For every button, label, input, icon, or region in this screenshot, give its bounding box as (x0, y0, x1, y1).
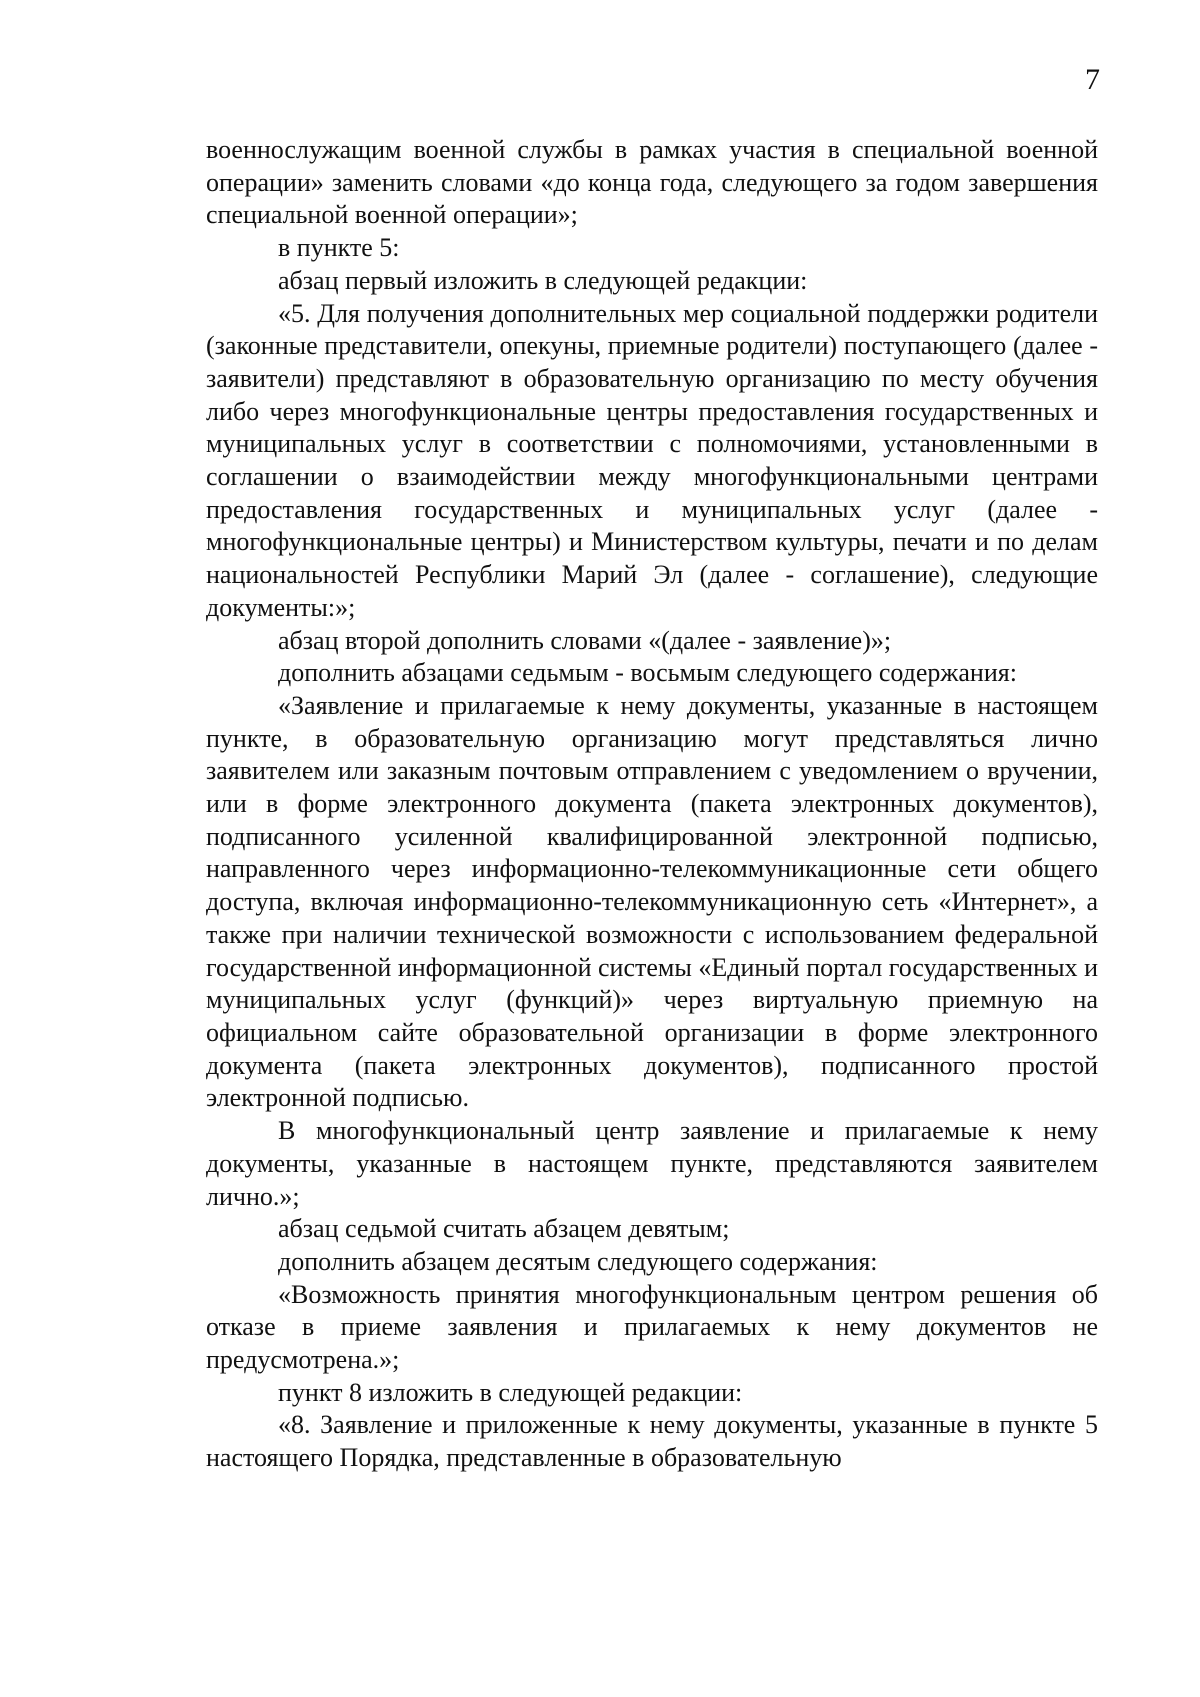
paragraph-continuation: военнослужащим военной службы в рамках участия в специальной военной операции» заменить словами «до конца года, следующего за годом завершения специальной военной операции»; (206, 135, 1098, 230)
paragraph-first-abzac-instruction: абзац первый изложить в следующей редакции: (278, 265, 808, 295)
paragraph-mfc-submission: В многофункциональный центр заявление и прилагаемые к нему документы, указанные в настоящем пункте, представляются заявителем лично.»; (206, 1116, 1098, 1211)
paragraph-add-abzacs-instruction: дополнить абзацами седьмым - восьмым следующего содержания: (278, 658, 1017, 688)
paragraph-second-abzac-instruction: абзац второй дополнить словами «(далее - заявление)»; (278, 625, 892, 655)
paragraph-refusal-text: «Возможность принятия многофункциональным центром решения об отказе в приеме заявления и прилагаемых к нему документов не предусмотрена.»; (206, 1279, 1098, 1375)
paragraph-item-8-text: «8. Заявление и приложенные к нему документы, указанные в пункте 5 настоящего Порядка, представленные в образовательную (206, 1410, 1098, 1473)
page-number: 7 (1085, 63, 1100, 96)
paragraph-add-tenth-abzac-instruction: дополнить абзацем десятым следующего содержания: (278, 1246, 878, 1276)
paragraph-item-5-heading: в пункте 5: (278, 233, 400, 263)
paragraph-application-submission: «Заявление и прилагаемые к нему документы, указанные в настоящем пункте, в образовательную организацию могут представляться лично заявителем или заказным почтовым отправлением с уведомлением о вручении, или в форме электронного документа (пакета электронных документов), подписанного усиленной квалифицированной электронной подписью, направленного через информационно-телекоммуникационные сети общего доступа, включая информационно-телекоммуникационную сеть «Интернет», а также при наличии технической возможности с использованием федеральной государственной информационной системы «Единый портал государственных и муниципальных услуг (функций)» через виртуальную приемную на официальном сайте образовательной организации в форме электронного документа (пакета электронных документов), подписанного простой электронной подписью. (206, 690, 1098, 1113)
body-text (206, 134, 1098, 1475)
paragraph-item-8-instruction: пункт 8 изложить в следующей редакции: (278, 1377, 743, 1407)
paragraph-item-5-text: «5. Для получения дополнительных мер социальной поддержки родители (законные представители, опекуны, приемные родители) поступающего (далее - заявители) представляют в образовательную организацию по месту обучения либо через многофункциональные центры предоставления государственных и муниципальных услуг в соответствии с полномочиями, установленными в соглашении о взаимодействии между многофункциональными центрами предоставления государственных и муниципальных услуг (далее - многофункциональные центры) и Министерством культуры, печати и по делам национальностей Республики Марий Эл (далее - соглашение), следующие документы:»; (206, 298, 1098, 622)
paragraph-seventh-abzac-instruction: абзац седьмой считать абзацем девятым; (278, 1214, 730, 1244)
